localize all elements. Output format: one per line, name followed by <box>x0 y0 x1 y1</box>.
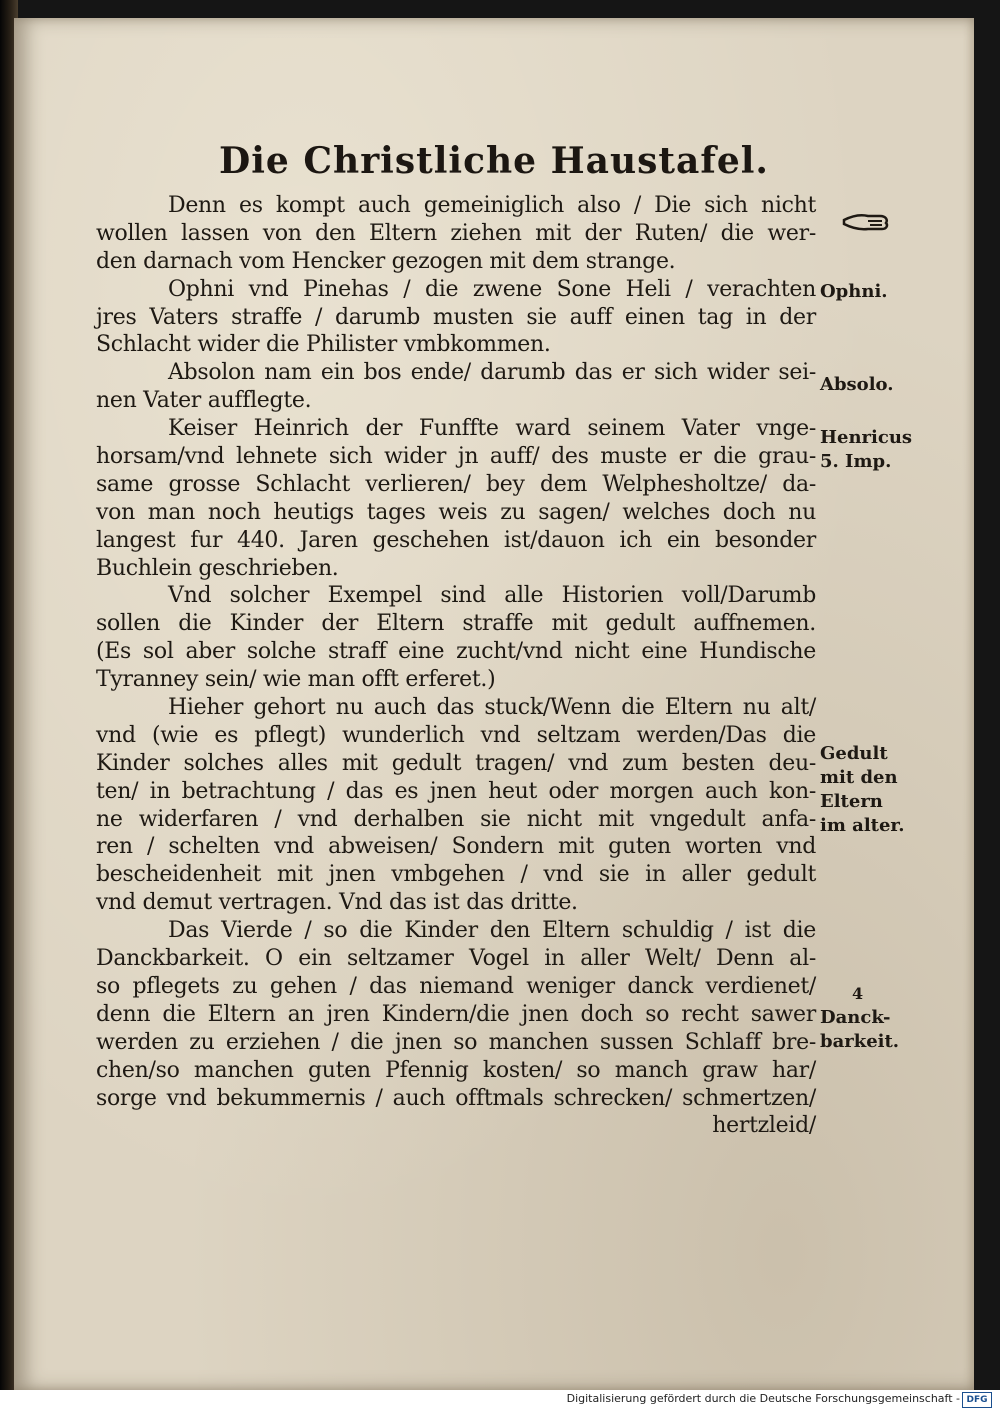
margin-note-text: Eltern <box>820 791 883 812</box>
text-line: (Es sol aber solche straff eine zucht/vnd nicht eine Hundische <box>96 639 816 665</box>
text-line: Tyranney sein/ wie man offt erferet.) <box>96 667 496 693</box>
margin-note-number: 4 <box>852 984 864 1003</box>
text-line: Buchlein geschrieben. <box>96 555 339 581</box>
text-line: chen/so manchen guten Pfennig kosten/ so manch graw har/ <box>96 1057 816 1083</box>
text-line: bescheidenheit mit jnen vmbgehen / vnd sie in aller gedult <box>96 862 816 888</box>
text-line: ren / schelten vnd abweisen/ Sondern mit guten worten vnd <box>96 834 816 860</box>
margin-note-text: Henricus <box>820 427 913 448</box>
text-line: wollen lassen von den Eltern ziehen mit der Ruten/ die wer- <box>96 220 816 246</box>
body-text <box>96 192 816 1140</box>
dfg-logo-icon: DFG <box>962 1392 992 1408</box>
text-line: denn die Eltern an jren Kindern/die jnen doch so recht sawer <box>96 1001 816 1027</box>
margin-note-text: Absolo. <box>820 374 894 395</box>
margin-note-danckbarkeit <box>820 982 920 1054</box>
text-line: vnd demut vertragen. Vnd das ist das dritte. <box>96 890 578 916</box>
margin-note-text: mit den <box>820 767 898 788</box>
text-line: Ophni vnd Pinehas / die zwene Sone Heli / verachten <box>168 276 816 302</box>
text-line: vnd (wie es pflegt) wunderlich vnd seltzam werden/Das die <box>96 722 816 748</box>
text-line: same grosse Schlacht verlieren/ bey dem Welphesholtze/ da- <box>96 471 816 497</box>
text-line: horsam/vnd lehnete sich wider jn auff/ des muste er die grau- <box>96 444 816 470</box>
text-line: Das Vierde / so die Kinder den Eltern schuldig / ist die <box>168 918 816 944</box>
text-line: Danckbarkeit. O ein seltzamer Vogel in aller Welt/ Denn al- <box>96 946 816 972</box>
margin-note-henricus <box>820 426 920 474</box>
funding-credit: Digitalisierung gefördert durch die Deutsche Forschungsgemeinschaft - <box>566 1392 960 1405</box>
pointing-hand-icon <box>842 210 892 234</box>
text-line: sorge vnd bekummernis / auch offtmals schrecken/ schmertzen/ <box>96 1085 816 1111</box>
margin-note-text: 5. Imp. <box>820 451 892 472</box>
text-line: Kinder solches alles mit gedult tragen/ vnd zum besten deu- <box>96 750 816 776</box>
text-line: ne widerfaren / vnd derhalben sie nicht mit vngedult anfa- <box>96 806 816 832</box>
text-line: Vnd solcher Exempel sind alle Historien voll/Darumb <box>168 583 816 609</box>
margin-note-text: Gedult <box>820 743 888 764</box>
margin-note-text: Ophni. <box>820 281 888 302</box>
text-line: jres Vaters straffe / darumb musten sie auff einen tag in der <box>96 304 816 330</box>
text-line: Schlacht wider die Philister vmbkommen. <box>96 332 551 358</box>
margin-note-text: barkeit. <box>820 1031 900 1052</box>
text-line: von man noch heutigs tages weis zu sagen/ welches doch nu <box>96 499 816 525</box>
text-line: ten/ in betrachtung / das es jnen heut oder morgen auch kon- <box>96 778 816 804</box>
margin-note-ophni <box>820 280 920 304</box>
page-title: Die Christliche Haustafel. <box>219 140 769 182</box>
text-line: werden zu erziehen / die jnen so manchen sussen Schlaff bre- <box>96 1029 816 1055</box>
text-line: den darnach vom Hencker gezogen mit dem strange. <box>96 248 676 274</box>
text-line: so pflegets zu gehen / das niemand weniger danck verdienet/ <box>96 973 816 999</box>
text-line: Absolon nam ein bos ende/ darumb das er sich wider sei- <box>168 360 816 386</box>
text-line: nen Vater aufflegte. <box>96 388 312 414</box>
margin-note-gedult <box>820 742 920 838</box>
text-line: Hieher gehort nu auch das stuck/Wenn die Eltern nu alt/ <box>168 695 816 721</box>
margin-note-text: Danck- <box>820 1007 891 1028</box>
text-line: langest fur 440. Jaren geschehen ist/dauon ich ein besonder <box>96 527 816 553</box>
text-line: Keiser Heinrich der Funffte ward seinem Vater vnge- <box>168 416 816 442</box>
text-line: hertzleid/ <box>712 1113 816 1139</box>
margin-note-absolon <box>820 373 920 397</box>
text-line: Denn es kompt auch gemeiniglich also / Die sich nicht <box>168 193 816 218</box>
book-page <box>14 18 974 1390</box>
text-line: sollen die Kinder der Eltern straffe mit gedult auffnemen. <box>96 611 816 637</box>
margin-note-text: im alter. <box>820 815 905 836</box>
